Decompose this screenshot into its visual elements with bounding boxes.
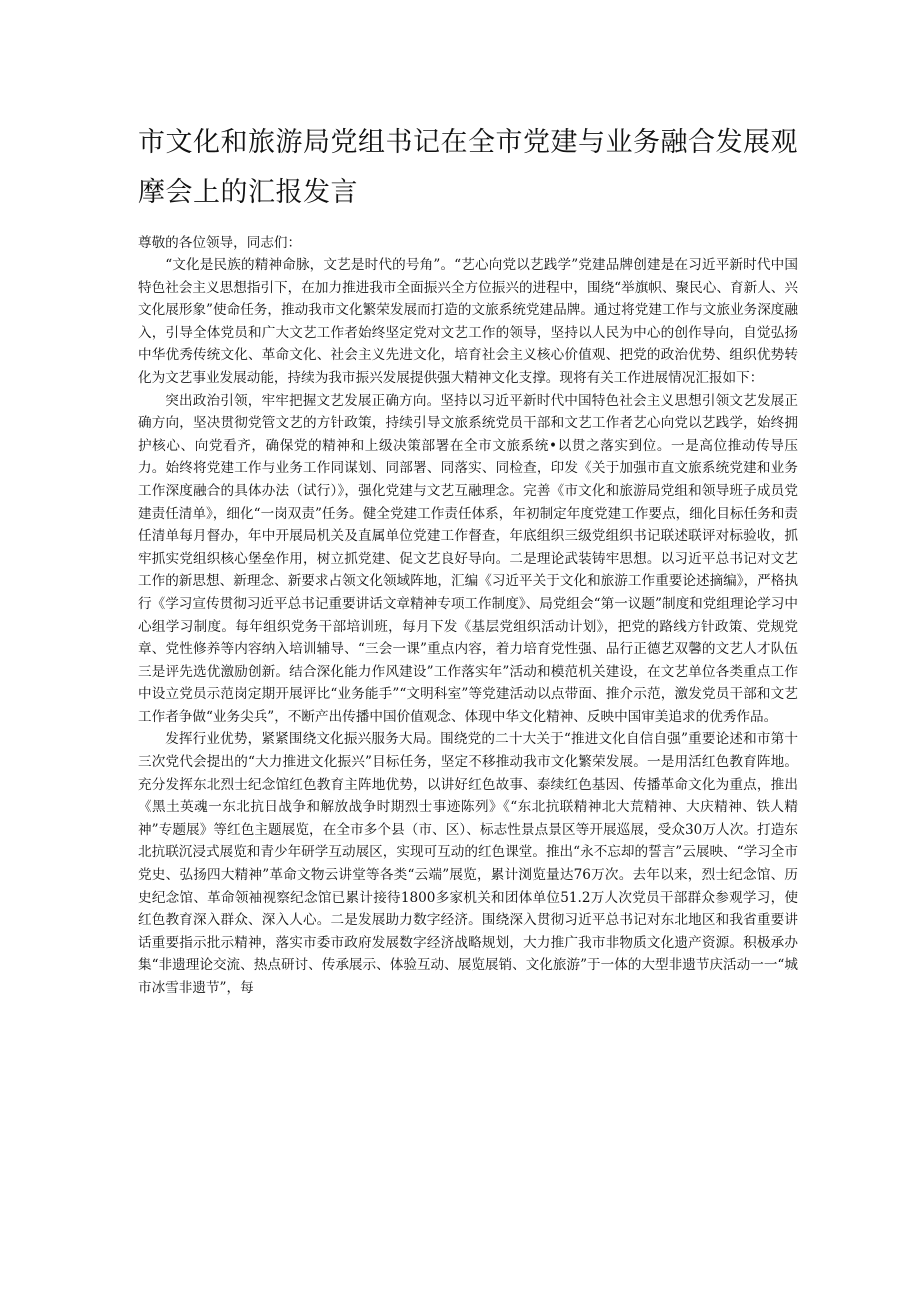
paragraph-industry-advantage: 发挥行业优势，紧紧围绕文化振兴服务大局。围绕党的二十大关于“推进文化自信自强”重要论述和市第十三次党代会提出的“大力推进文化振兴”目标任务，坚定不移推动我市文化繁荣发展。一是用活红色教育阵地。充分发挥东北烈士纪念馆红色教育主阵地优势，以讲好红色故事、泰续红色基因、传播革命文化为重点，推出《黑土英魂一东北抗日战争和解放战争时期烈士事迹陈列》《“东北抗联精神北大荒精神、大庆精神、铁人精神”专题展》等红色主题展览，在全市多个县（市、区）、标志性景点景区等开展巡展，受众30万人次。打造东北抗联沉浸式展览和青少年研学互动展区，实现可互动的红色课堂。推出“永不忘却的誓言”云展映、“学习全市党史、弘扬四大精神”革命文物云讲堂等各类“云端”展览，累计浏览量达76万次。去年以来，烈士纪念馆、历史纪念馆、革命领袖视察纪念馆已累计接待1800多家机关和团体单位51.2万人次党员干部群众参观学习，使红色教育深入群众、深入人心。二是发展助力数字经济。围绕深入贯彻习近平总书记对东北地区和我省重要讲话重要指示批示精神，落实市委市政府发展数字经济战略规划，大力推广我市非物质文化遗产资源。积极承办集“非遗理论交流、热点研讨、传承展示、体验互动、展览展销、文化旅游”于一体的大型非遗节庆活动一一“城市冰雪非遗节”，每 bbox=[138, 731, 798, 996]
document-page bbox=[138, 118, 798, 1000]
salutation: 尊敬的各位领导，同志们： bbox=[138, 235, 302, 251]
paragraph-intro: “文化是民族的精神命脉，文艺是时代的号角”。“艺心向党以艺践学”党建品牌创建是在习近平新时代中国特色社会主义思想指引下，在加力推进我市全面振兴全方位振兴的进程中，围绕“举旗帜、聚民心、育新人、兴文化展形象”使命任务，推动我市文化繁荣发展而打造的文旅系统党建品牌。通过将党建工作与文旅业务深度融入，引导全体党员和广大文艺工作者始终坚定党对文艺工作的领导，坚持以人民为中心的创作导向，自觉弘扬中华优秀传统文化、革命文化、社会主义先进文化，培育社会主义核心价值观、把党的政治优势、组织优势转化为文艺事业发展动能，持续为我市振兴发展提供强大精神文化支撑。现将有关工作进展情况汇报如下： bbox=[138, 257, 798, 386]
paragraph-political-guidance: 突出政治引领，牢牢把握文艺发展正确方向。坚持以习近平新时代中国特色社会主义思想引领文艺发展正确方向，坚决贯彻党管文艺的方针政策，持续引导文旅系统党员干部和文艺工作者艺心向党以艺践学，始终拥护核心、向党看齐，确保党的精神和上级决策部署在全市文旅系统•以贯之落实到位。一是高位推动传导压力。始终将党建工作与业务工作同谋划、同部署、同落实、同检查，印发《关于加强市直文旅系统党建和业务工作深度融合的具体办法（试行）》，强化党建与文艺互融理念。完善《市文化和旅游局党组和领导班子成员党建责任清单》，细化“一岗双责”任务。健全党建工作责任体系，年初制定年度党建工作要点，细化目标任务和责任清单每月督办，年中开展局机关及直属单位党建工作督查，年底组织三级党组织书记联述联评对标验收，抓牢抓实党组织核心堡垒作用，树立抓党建、促文艺良好导向。二是理论武装铸牢思想。以习近平总书记对文艺工作的新思想、新理念、新要求占领文化领域阵地，汇编《习近平关于文化和旅游工作重要论述摘编》，严格执行《学习宣传贯彻习近平总书记重要讲话文章精神专项工作制度》、局党组会“第一议题”制度和党组理论学习中心组学习制度。每年组织党务干部培训班，每月下发《基层党组织活动计划》，把党的路线方针政策、党规党章、党性修养等内容纳入培训辅导、“三会一课”重点内容，着力培育党性强、品行正德艺双馨的文艺人才队伍三是评先选优激励创新。结合深化能力作风建设”工作落实年”活动和模范机关建设，在文艺单位各类重点工作中设立党员示范岗定期开展评比“业务能手”“文明科室”等党建活动以点带面、推介示范，激发党员干部和文艺工作者争做“业务尖兵”，不断产出传播中国价值观念、体现中华文化精神、反映中国审美追求的优秀作品。 bbox=[138, 392, 798, 725]
document-title: 市文化和旅游局党组书记在全市党建与业务融合发展观摩会上的汇报发言 bbox=[138, 127, 798, 208]
